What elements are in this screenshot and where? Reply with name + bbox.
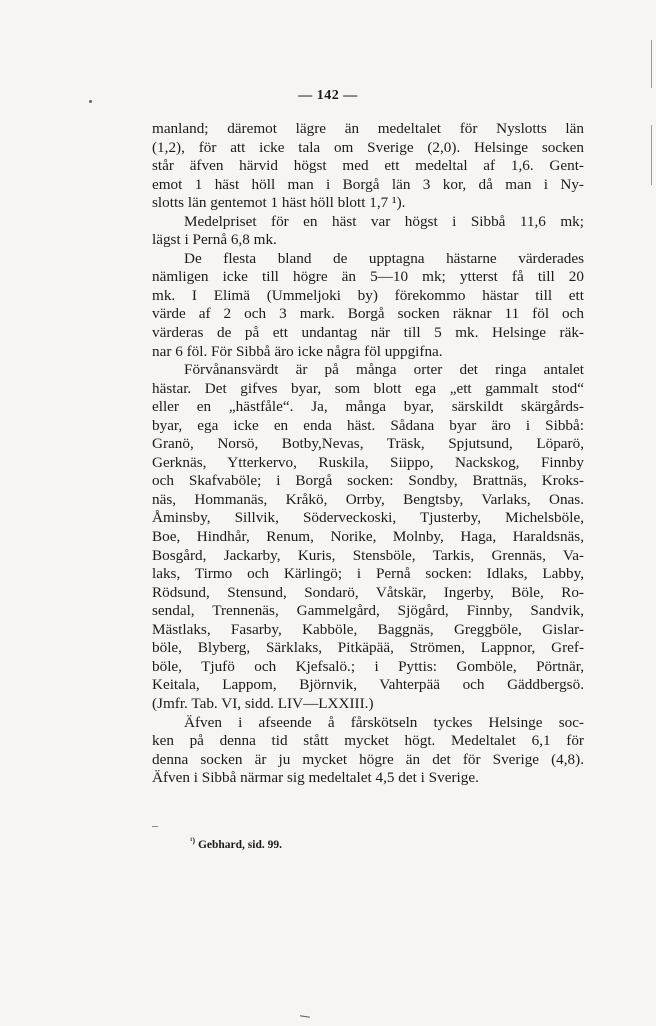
text-line: laks, Tirmo och Kärlingö; i Pernå socken: Idlaks, Labby, <box>152 565 584 583</box>
text-line: byar, ega icke en enda häst. Sådana byar äro i Sibbå: <box>152 416 584 434</box>
footnote-rule <box>152 826 158 827</box>
footnote-text: Gebhard, sid. 99. <box>195 838 282 851</box>
margin-line-middle <box>651 125 652 185</box>
text-line: böle, Tjufö och Kjefsalö.; i Pyttis: Gomböle, Pörtnär, <box>152 657 584 675</box>
text-line: står äfven härvid högst med ett medeltal af 1,6. Gent- <box>152 157 584 175</box>
text-line: Äfven i Sibbå närmar sig medeltalet 4,5 det i Sverige. <box>152 769 479 787</box>
text-line: (1,2), för att icke tala om Sverige (2,0). Helsinge socken <box>152 138 584 156</box>
text-line: Medelpriset för en häst var högst i Sibbå 11,6 mk; <box>184 212 584 230</box>
text-line: värderas de på ett undantag när till 5 mk. Helsinge räk- <box>152 324 584 342</box>
bottom-tick-mark <box>300 1015 310 1017</box>
text-line: manland; däremot lägre än medeltalet för Nyslotts län <box>152 120 584 137</box>
text-line: emot 1 häst höll man i Borgå län 3 kor, då man i Ny- <box>152 175 584 193</box>
text-line: hästar. Det gifves byar, som blott ega „ett gammalt stod“ <box>152 379 584 397</box>
text-line: ken på denna tid stått mycket högt. Medeltalet 6,1 för <box>152 732 584 750</box>
text-line: och Skafvaböle; i Borgå socken: Sondby, Brattnäs, Kroks- <box>152 472 584 490</box>
text-line: Keitala, Lappom, Björnvik, Vahterpää och Gäddbergsö. <box>152 676 584 694</box>
text-line: värde af 2 och 3 mark. Borgå socken räknar 11 föl och <box>152 305 584 323</box>
text-line: sendal, Trennenäs, Gammelgård, Sjögård, Finnby, Sandvik, <box>152 602 584 620</box>
footnote <box>190 836 282 851</box>
text-line: Granö, Norsö, Botby,Nevas, Träsk, Spjutsund, Löparö, <box>152 435 584 453</box>
text-line: näs, Hommanäs, Kråkö, Orrby, Bengtsby, Varlaks, Onas. <box>152 490 584 508</box>
text-line: denna socken är ju mycket högre än det för Sverige (4,8). <box>152 750 584 768</box>
text-line: Åminsby, Sillvik, Söderveckoski, Tjusterby, Michelsböle, <box>152 509 584 527</box>
body-text <box>152 120 584 788</box>
text-line: Förvånansvärdt är på många orter det ringa antalet <box>184 361 584 379</box>
margin-line-top <box>651 40 652 88</box>
text-line: Rödsund, Stensund, Sondarö, Våtskär, Ingerby, Böle, Ro- <box>152 583 584 601</box>
text-line: Gerknäs, Ytterkervo, Ruskila, Siippo, Nackskog, Finnby <box>152 453 584 471</box>
text-line: Mästlaks, Fasarby, Kabböle, Baggnäs, Greggböle, Gislar- <box>152 620 584 638</box>
margin-dot <box>89 100 92 103</box>
text-line: nar 6 föl. För Sibbå äro icke några föl uppgifna. <box>152 342 443 360</box>
page-number: — 142 — <box>298 88 358 103</box>
text-line: lägst i Pernå 6,8 mk. <box>152 231 277 249</box>
text-line: Bosgård, Jackarby, Kuris, Stensböle, Tarkis, Grennäs, Va- <box>152 546 584 564</box>
text-line: Boe, Hindhår, Renum, Norike, Molnby, Haga, Haraldsnäs, <box>152 528 584 546</box>
text-line: nämligen icke till högre än 5—10 mk; ytterst få till 20 <box>152 268 584 286</box>
text-line: böle, Blyberg, Särklaks, Pitkäpää, Strömen, Lappnor, Gref- <box>152 639 584 657</box>
text-line: mk. I Elimä (Ummeljoki by) förekommo hästar till ett <box>152 286 584 304</box>
text-line: slotts län gentemot 1 häst höll blott 1,7 ¹). <box>152 194 406 212</box>
text-line: (Jmfr. Tab. VI, sidd. LIV—LXXIII.) <box>152 694 374 712</box>
text-line: Äfven i afseende å fårskötseln tyckes Helsinge soc- <box>184 713 584 731</box>
text-line: eller en „hästfåle“. Ja, många byar, särskildt skärgårds- <box>152 398 584 416</box>
text-line: De flesta bland de upptagna hästarne värderades <box>184 249 584 267</box>
footnote-marker: ¹) <box>190 836 196 845</box>
